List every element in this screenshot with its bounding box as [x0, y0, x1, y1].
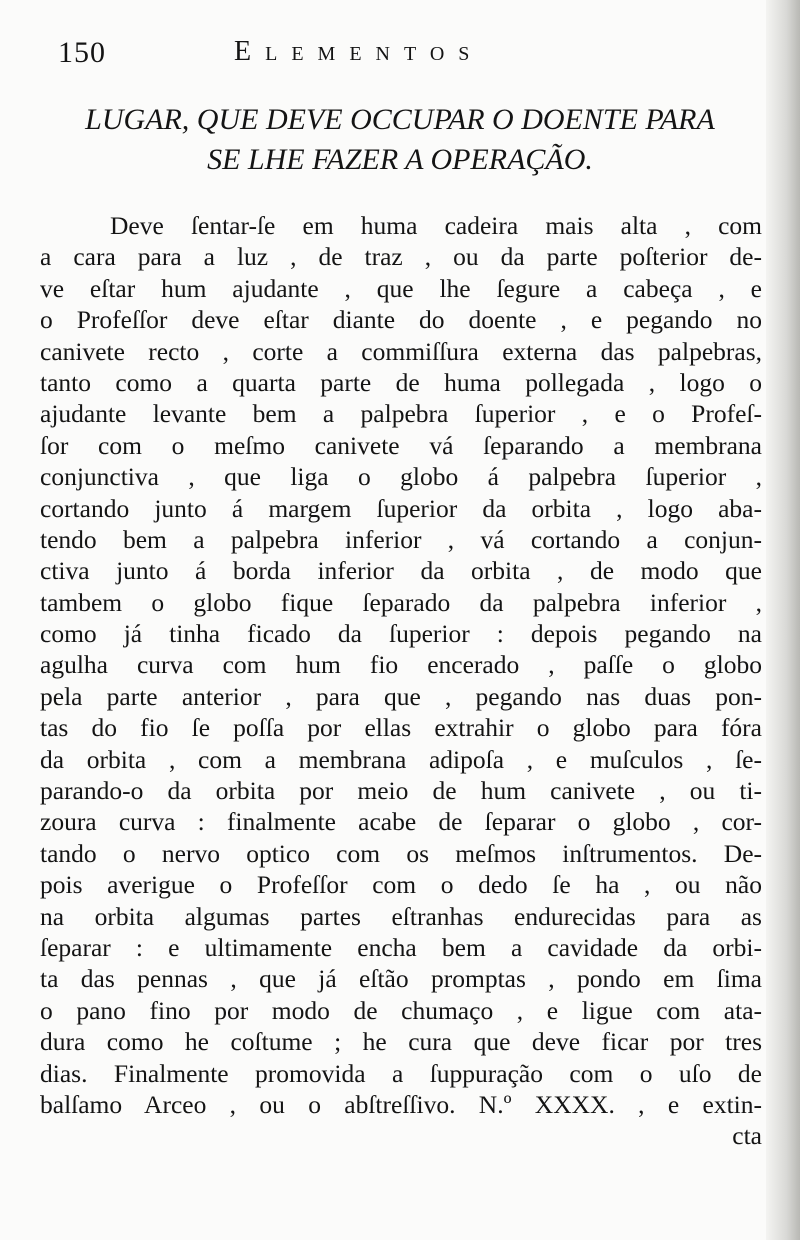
text-line: ſeparar : e ultimamente encha bem a cavidade da orbi-: [40, 932, 762, 962]
page-number: 150: [58, 36, 106, 69]
section-title: [40, 100, 760, 180]
text-line: zoura curva : finalmente acabe de ſeparar o globo , cor-: [40, 807, 762, 837]
text-line: a cara para a luz , de traz , ou da parte poſterior de-: [40, 242, 762, 272]
text-line: na orbita algumas partes eſtranhas endurecidas para as: [40, 901, 762, 931]
section-title-line-2: SE LHE FAZER A OPERAÇÃO.: [207, 143, 593, 176]
text-line: tanto como a quarta parte de huma pollegada , logo o: [40, 367, 762, 397]
text-line: dura como he coſtume ; he cura que deve ficar por tres: [40, 1027, 762, 1057]
text-line: agulha curva com hum fio encerado , paſſe o globo: [40, 650, 762, 680]
text-line: o Profeſſor deve eſtar diante do doente , e pegando no: [40, 305, 762, 335]
text-line: tambem o globo fique ſeparado da palpebra inferior ,: [40, 587, 762, 617]
text-line: tando o nervo optico com os meſmos inſtrumentos. De-: [40, 838, 762, 868]
text-line: ajudante levante bem a palpebra ſuperior , e o Profeſ-: [40, 399, 762, 429]
text-line: ve eſtar hum ajudante , que lhe ſegure a cabeça , e: [40, 273, 762, 303]
text-line: o pano fino por modo de chumaço , e ligue com ata-: [40, 995, 762, 1025]
page-header: [58, 32, 558, 82]
text-line: ta das pennas , que já eſtão promptas , pondo em ſima: [40, 964, 762, 994]
text-line: ctiva junto á borda inferior da orbita , de modo que: [40, 556, 762, 586]
body-paragraph: [40, 210, 762, 1152]
running-head: Elementos: [234, 36, 484, 67]
text-line: conjunctiva , que liga o globo á palpebra ſuperior ,: [40, 462, 762, 492]
text-line: tendo bem a palpebra inferior , vá cortando a conjun-: [40, 524, 762, 554]
text-line: tas do fio ſe poſſa por ellas extrahir o globo para fóra: [40, 713, 762, 743]
text-line: ſor com o meſmo canivete vá ſeparando a membrana: [40, 430, 762, 460]
catchword: cta: [732, 1121, 762, 1151]
text-line: pois averigue o Profeſſor com o dedo ſe ha , ou não: [40, 870, 762, 900]
text-line: dias. Finalmente promovida a ſuppuração com o uſo de: [40, 1058, 762, 1088]
section-title-line-1: LUGAR, QUE DEVE OCCUPAR O DOENTE PARA: [85, 103, 715, 136]
text-line: Deve ſentar-ſe em huma cadeira mais alta , com: [110, 211, 762, 240]
text-line: da orbita , com a membrana adipoſa , e muſculos , ſe-: [40, 744, 762, 774]
text-line: como já tinha ficado da ſuperior : depois pegando na: [40, 619, 762, 649]
text-line: balſamo Arceo , ou o abſtreſſivo. N.º XXXX. , e extin-: [40, 1089, 762, 1119]
text-line: parando-o da orbita por meio de hum canivete , ou ti-: [40, 776, 762, 806]
text-line: cortando junto á margem ſuperior da orbita , logo aba-: [40, 493, 762, 523]
text-line: pela parte anterior , para que , pegando nas duas pon-: [40, 681, 762, 711]
page-edge-shadow: [766, 0, 800, 1240]
text-line: canivete recto , corte a commiſſura externa das palpebras,: [40, 336, 762, 366]
